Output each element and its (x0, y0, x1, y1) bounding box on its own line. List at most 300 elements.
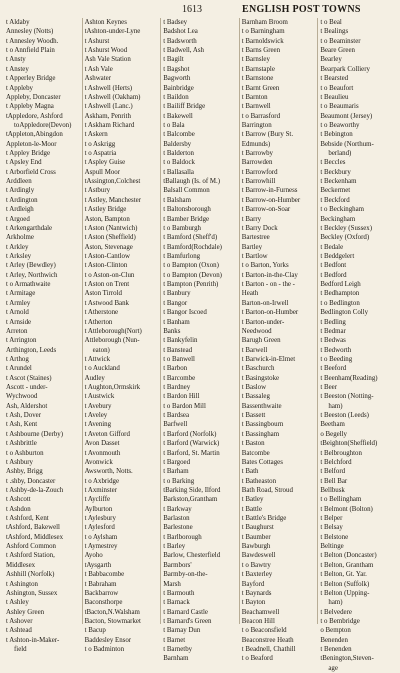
town-entry: t Bath (241, 468, 259, 476)
town-entry: t Barrow (Bury St. (241, 131, 294, 139)
town-entry: Barnham Broom (241, 19, 288, 26)
town-entry: berland) (328, 150, 352, 158)
town-entry: t Astbury (84, 187, 111, 195)
town-entry: t Ardleigh (6, 206, 34, 214)
town-entry: t Ash, Dover (6, 412, 42, 420)
town-entry: Beckley (Oxford) (320, 234, 370, 242)
town-entry: eaton) (92, 346, 110, 354)
town-entry: t Bangor Iscoed (163, 309, 207, 317)
town-entry: Beachamwell (241, 608, 280, 616)
town-entry: t Avebury (84, 402, 112, 410)
town-entry: tAshford, Bakewell (6, 524, 60, 532)
town-entry: Bellbusk (320, 486, 345, 494)
town-entry: tBenington,Steven- (320, 655, 374, 663)
town-entry: t Bardsea (163, 412, 190, 420)
town-entry: t Ashtead (6, 627, 32, 635)
town-entry: Bedlington Colly (320, 309, 369, 317)
town-entry: t Bassingham (241, 430, 280, 438)
town-entry: t o Beal (320, 19, 342, 26)
town-entry: tAshton-under-Lyne (84, 28, 141, 36)
town-entry: t Arthog (6, 355, 29, 363)
town-entry: Beaconstree Heath (241, 636, 294, 644)
town-entry: Backbarrow (84, 589, 119, 597)
town-entry: t Ashbrittle (6, 440, 37, 448)
column-5 (318, 18, 396, 672)
town-entry: t Barford (Norfolk) (163, 430, 217, 438)
town-entry: t Balcombe (163, 131, 195, 139)
town-entry: Avon Dasset (84, 440, 120, 448)
town-entry: t Barford (Warwick) (163, 440, 220, 448)
town-entry: t Bartlow (241, 252, 268, 260)
town-entry: t Appley Bridge (6, 150, 51, 158)
town-entry: t o Baldock (163, 159, 195, 167)
town-entry: t o Beaconsfield (241, 627, 287, 635)
town-entry: t Barton-on-Humber (241, 309, 299, 317)
town-entry: t Aspley Guise (84, 159, 126, 167)
town-entry: t Beenham(Reading) (320, 374, 378, 382)
town-entry: Bartestree (241, 234, 270, 242)
town-entry: t o Beaumaris (320, 103, 359, 111)
town-entry: Beckingham (320, 215, 356, 223)
town-entry: t Argoed (6, 215, 30, 223)
town-entry: t Batheaston (241, 477, 277, 485)
town-entry: t Ashford, Kent (6, 515, 49, 523)
town-entry: t Armitage (6, 290, 36, 298)
town-entry: t o Aston-on-Clun (84, 271, 135, 279)
town-entry: t Baxterley (241, 571, 273, 579)
town-entry: t Battle (241, 505, 262, 513)
town-entry: t o Armathwaite (6, 281, 51, 289)
town-entry: t Bedling (320, 318, 346, 326)
town-entry: t Baltonsborough (163, 206, 211, 214)
town-entry: t Astwood Bank (84, 299, 130, 307)
town-entry: t Beeston (Notting- (320, 393, 374, 401)
town-entry: t Ashby-de-la-Zouch (6, 486, 64, 494)
town-entry: t Belton, Grantham (320, 561, 374, 569)
town-entry: Ashley Green (6, 608, 45, 616)
town-entry: t Barwick-in-Elmet (241, 355, 296, 363)
town-entry: t o Askrigg (84, 140, 116, 148)
town-entry: t Austwick (84, 393, 115, 401)
town-entry: t Barwell (241, 346, 268, 354)
town-entry: t o Bala (163, 121, 185, 129)
town-entry: t Badsey (163, 19, 188, 26)
town-entry: t Beddgelert (320, 252, 355, 260)
town-entry: Bacton, Stowmarket (84, 618, 141, 625)
town-entry: Bawburgh (241, 543, 271, 551)
town-entry: Wychwood (6, 393, 38, 401)
town-entry: t Apsley End (6, 159, 42, 167)
column-2 (83, 18, 162, 654)
town-entry: t Bardney (163, 384, 191, 392)
town-entry: t o Bellingham (320, 496, 362, 504)
town-entry: t o Barton, Yorks (241, 262, 289, 270)
town-entry: t o Bembridge (320, 618, 360, 625)
town-entry: t Bassaleg (241, 393, 270, 401)
post-town-columns (4, 18, 396, 672)
town-entry: t Belton, Gt. Yar. (320, 571, 367, 579)
town-entry: t Askham Richard (84, 121, 135, 129)
town-entry: t Bassingbourn (241, 421, 284, 429)
column-1 (4, 18, 83, 654)
page-header (6, 2, 394, 18)
town-entry: t Askern (84, 131, 108, 139)
town-entry: t Bamford (Sheff'd) (163, 234, 218, 242)
town-entry: t Banham (163, 318, 190, 326)
town-entry: Barmbors' (163, 561, 192, 569)
town-entry: Ash, Aldershot (6, 402, 48, 410)
town-entry: t Badwell, Ash (163, 47, 204, 55)
town-entry: t o Barningham (241, 28, 285, 36)
town-entry: t o Beeding (320, 355, 353, 363)
town-entry: t Ash, Kent (6, 421, 38, 429)
town-entry: t Barry Dock (241, 224, 278, 232)
town-entry: t Arundel (6, 365, 32, 373)
town-entry: t Baynards (241, 589, 272, 597)
town-entry: Ashby, Brigg (6, 468, 43, 476)
town-entry: t Belton (Upping- (320, 589, 370, 597)
town-entry: Bainbridge (163, 84, 194, 92)
town-entry: t Barrowhill (241, 178, 276, 186)
town-entry: t Arrington (6, 337, 37, 345)
town-entry: ham) (328, 402, 343, 410)
town-entry: t Barrow-in-Furness (241, 187, 298, 195)
town-entry: t Barrow-on-Soar (241, 206, 291, 214)
town-entry: Bearpark Colliery (320, 65, 370, 73)
town-entry: t Arley, Northwich (6, 271, 58, 279)
town-entry: Beltinge (320, 543, 344, 551)
town-entry: Barlow, Chesterfield (163, 552, 221, 560)
town-entry: t Badsworth (163, 37, 197, 45)
town-entry: t Ash Vale (84, 65, 113, 73)
town-entry: t Arkley (6, 243, 29, 251)
town-entry: Bath Road, Stroud (241, 486, 293, 494)
town-entry: t Baumber (241, 533, 271, 541)
town-entry: t Belton (Suffolk) (320, 580, 370, 588)
town-entry: t Belbroughton (320, 449, 362, 457)
town-entry: t Aughton,Ormskirk (84, 384, 141, 392)
town-entry: t o Bawtry (241, 561, 271, 569)
town-entry: t Aveley (84, 412, 108, 420)
town-entry: o Bempton (320, 627, 351, 635)
town-entry: Beare Green (320, 47, 355, 55)
town-entry: field (14, 646, 27, 654)
town-entry: t Bedford (320, 271, 347, 279)
town-entry: t Ashton-in-Maker- (6, 636, 60, 644)
town-entry: t o Bedlington (320, 299, 360, 307)
town-entry: t Beadnell, Chathill (241, 646, 296, 654)
town-entry: t Barton - on - the - (241, 281, 295, 289)
town-entry: t Armley (6, 299, 31, 307)
town-entry: age (328, 664, 338, 672)
town-entry: t Bell Bar (320, 477, 348, 485)
town-entry: t Bangor (163, 299, 188, 307)
town-entry: ham) (328, 599, 343, 607)
town-entry: tBacton,N.Walsham (84, 608, 140, 616)
town-entry: t o Barking (163, 477, 195, 485)
town-entry: t Barnet (163, 636, 186, 644)
town-entry: t Annesley Woodh. (6, 37, 59, 45)
town-entry: t o Beaminster (320, 37, 361, 45)
town-entry: t Barham (163, 468, 189, 476)
town-entry: t Atherton (84, 318, 113, 326)
town-entry: tAshford, Middlesex (6, 533, 64, 541)
town-entry: t Barrowford (241, 168, 278, 176)
town-entry: Ashington, Sussex (6, 589, 58, 597)
town-entry: t Aston on Trent (84, 281, 130, 289)
town-entry: t Barnoldswick (241, 37, 284, 45)
town-entry: t Barns Green (241, 47, 281, 55)
town-entry: t Bebington (320, 131, 353, 139)
town-entry: t Aston (Sheffield) (84, 234, 136, 242)
town-entry: Ascott - under- (6, 384, 48, 392)
town-entry: t Beccles (320, 159, 346, 167)
town-entry: t Beckley (Sussex) (320, 224, 373, 232)
town-entry: t Ansty (6, 56, 26, 64)
town-entry: Barlestone (163, 524, 193, 532)
town-entry: t Bankyfelin (163, 337, 198, 345)
town-entry: Bagworth (163, 75, 191, 83)
town-entry: t Ashcott (6, 496, 31, 504)
town-entry: t Avening (84, 421, 112, 429)
town-entry: Benenden (320, 636, 348, 644)
town-entry: Aston, Stevenage (84, 243, 133, 251)
town-entry: t Ashwell (Oakham) (84, 93, 141, 101)
town-entry: t Barnard Castle (163, 608, 208, 616)
town-entry: Barton-on-Irwell (241, 299, 289, 307)
town-entry: t o Aspatria (84, 150, 117, 158)
town-entry: t Barnton (241, 93, 268, 101)
town-entry: t Baughurst (241, 524, 274, 532)
town-entry: Bassenthwaite (241, 402, 282, 410)
town-entry: t o Axbridge (84, 477, 120, 485)
town-entry: t Banstead (163, 346, 193, 354)
town-entry: t Bargoed (163, 458, 191, 466)
town-entry: tBarking Side, Ilford (163, 486, 221, 494)
town-entry: t Arnold (6, 309, 29, 317)
town-entry: t Belper (320, 515, 343, 523)
town-entry: t Barnetby (163, 646, 193, 654)
town-entry: t Barford, St. Martin (163, 449, 220, 457)
town-entry: Bebside (Northum- (320, 140, 374, 148)
town-entry: t Bamber Bridge (163, 215, 210, 223)
town-entry: t Bamford(Rochdale) (163, 243, 222, 251)
town-entry: t Belchford (320, 458, 352, 466)
town-entry: Bates Cottages (241, 458, 283, 466)
town-entry: t Barnstone (241, 75, 274, 83)
town-entry: t Appleby (6, 84, 33, 92)
town-entry: Aston Tirrold (84, 290, 122, 298)
town-entry: Barugh Green (241, 337, 281, 345)
town-entry: t Astley Bridge (84, 206, 127, 214)
town-entry: t o Bardon Mill (163, 402, 206, 410)
town-entry: t Ashwell (Lanc.) (84, 103, 133, 111)
town-entry: Arreton (6, 327, 28, 335)
town-entry: t Bailiff Bridge (163, 103, 206, 111)
town-entry: t Baildon (163, 93, 189, 101)
town-entry: t Aldaby (6, 19, 30, 26)
town-entry: Beetham (320, 421, 345, 429)
town-entry: Bedford Leigh (320, 281, 361, 289)
town-entry: t Arley (Bewdley) (6, 262, 56, 270)
town-entry: t Ballasalla (163, 168, 194, 176)
town-entry: t Ashwell (Herts) (84, 84, 133, 92)
town-entry: t Basingstoke (241, 374, 280, 382)
town-entry: tBeighton(Sheffield) (320, 440, 378, 448)
town-entry: t Belvedere (320, 608, 352, 616)
town-entry: Aston, Bampton (84, 215, 130, 223)
town-entry: t Beckenham (320, 178, 357, 186)
town-entry: Bearley (320, 56, 342, 64)
town-entry: t Bedmar (320, 327, 346, 335)
town-entry: t Barkway (163, 505, 192, 513)
town-entry: t Bakewell (163, 112, 193, 120)
town-entry: t Atherstone (84, 309, 119, 317)
town-entry: t Barnstaple (241, 65, 275, 73)
town-entry: Aspull Moor (84, 168, 121, 176)
town-entry: t Bedworth (320, 346, 352, 354)
town-entry: t Aveton Gifford (84, 430, 130, 438)
town-entry: Attleborough (Nun- (84, 337, 140, 345)
town-entry: Bawdeswell (241, 552, 276, 560)
town-entry: t o Bampton (Oxon) (163, 262, 219, 270)
town-entry: Arthington, Leeds (6, 346, 57, 354)
town-entry: t Beckford (320, 196, 350, 204)
town-entry: t o Beaufort (320, 84, 354, 92)
town-entry: Awsworth, Notts. (84, 468, 133, 476)
town-entry: t Arkengarthdale (6, 224, 53, 232)
town-entry: t o Beaworthy (320, 121, 360, 129)
town-entry: t Bealings (320, 28, 349, 36)
town-entry: t Ardington (6, 196, 38, 204)
column-3 (161, 18, 240, 663)
town-entry: Audley (84, 374, 105, 382)
town-entry: t Barry (241, 215, 262, 223)
town-entry: Beckermet (320, 187, 351, 195)
town-entry: t Ashley (6, 599, 29, 607)
town-entry: t Belmont (Bolton) (320, 505, 373, 513)
town-entry: t Bayton (241, 599, 266, 607)
town-entry: t Ashbourne (Derby) (6, 430, 64, 438)
town-entry: t o Bamburgh (163, 224, 201, 232)
town-entry: Beaumont (Jersey) (320, 112, 373, 120)
town-entry: t Beeford (320, 365, 347, 373)
town-entry: Barkston,Grantham (163, 496, 218, 504)
column-4 (240, 18, 319, 663)
town-entry: t Beaulieu (320, 93, 349, 101)
town-entry: t Babbacombe (84, 571, 125, 579)
town-entry: t Baston (241, 440, 265, 448)
town-entry: t Beer (320, 384, 338, 392)
town-entry: t .shby, Doncaster (6, 477, 56, 485)
town-entry: Avonwick (84, 458, 113, 466)
town-entry: Barrington (241, 121, 272, 129)
town-entry: Barnham (163, 655, 189, 663)
town-entry: t Astley, Manchester (84, 196, 141, 204)
town-entry: t Ashbury (6, 458, 33, 466)
town-entry: Appleby, Doncaster (6, 93, 61, 101)
town-entry: t Aston-Cantlow (84, 252, 130, 260)
town-entry: t o Bampton (Devon) (163, 271, 222, 279)
town-entry: tAysgarth (84, 561, 112, 569)
town-entry: t Bedhampton (320, 290, 360, 298)
town-entry: t Barnwell (241, 103, 271, 111)
town-entry: Needwood (241, 327, 272, 335)
town-entry: t Bampton (Penrith) (163, 281, 219, 289)
town-entry: Ashford Common (6, 543, 56, 551)
town-entry: Bayford (241, 580, 265, 588)
town-entry: t Barbon (163, 365, 188, 373)
town-entry: t Barlborough (163, 533, 202, 541)
town-entry: t Aymestrey (84, 543, 118, 551)
town-entry: Banks (163, 327, 181, 335)
town-entry: t Barrow-on-Humber (241, 196, 301, 204)
town-entry: t Barnsley (241, 56, 270, 64)
town-entry: t Belton (Doncaster) (320, 552, 377, 560)
town-entry: t Barton-in-the-Clay (241, 271, 298, 279)
town-entry: t Ashover (6, 618, 33, 625)
town-entry: t Ascot (Staines) (6, 374, 52, 382)
town-entry: t Benenden (320, 646, 352, 654)
town-entry: t Axminster (84, 486, 117, 494)
town-entry: t o Banwell (163, 355, 195, 363)
town-entry: t o Badminton (84, 646, 125, 654)
town-entry: Ayoho (84, 552, 103, 560)
town-entry: Barmby-on-the- (163, 571, 208, 579)
town-entry: t o Aylsham (84, 533, 118, 541)
town-entry: Baldersby (163, 140, 192, 148)
town-entry: t Bardon Hill (163, 393, 200, 401)
town-entry: t Aylesford (84, 524, 115, 532)
town-entry: t Arksley (6, 252, 32, 260)
town-entry: Bartley (241, 243, 263, 251)
town-entry: Barfwell (163, 421, 188, 429)
town-entry: t Beckbury (320, 168, 351, 176)
town-entry: t Balsham (163, 196, 191, 204)
town-entry: Annesley (Notts) (6, 28, 54, 36)
town-entry: t Bedwas (320, 337, 346, 345)
town-entry: tAppleton,Abingdon (6, 131, 63, 139)
town-entry: t o Barrasford (241, 112, 281, 120)
town-entry: Arkholme (6, 234, 34, 242)
town-entry: t Belford (320, 468, 346, 476)
town-entry: Heath (241, 290, 259, 298)
town-entry: tBallaugh (Is. of M.) (163, 178, 221, 186)
town-entry: toAppledore(Devon) (14, 121, 72, 129)
town-entry: t Attleborough(Nort) (84, 327, 142, 335)
town-entry: t Baschurch (241, 365, 275, 373)
town-entry: t Avonmouth (84, 449, 121, 457)
town-entry: o Begelly (320, 430, 347, 438)
town-entry: t Aston (Nantwich) (84, 224, 138, 232)
town-entry: t Bamfurlong (163, 252, 201, 260)
town-entry: t Aston-Clinton (84, 262, 128, 270)
town-entry: t Aycliffe (84, 496, 111, 504)
town-entry: t o Ashburton (6, 449, 44, 457)
town-entry: t Babraham (84, 580, 117, 588)
town-entry: t Barmouth (163, 589, 195, 597)
town-entry: t Barnt Green (241, 84, 280, 92)
town-entry: tAssington,Colchest (84, 178, 141, 186)
town-entry: t Belsay (320, 524, 343, 532)
town-entry: t Balderton (163, 150, 194, 158)
town-entry: t Apperley Bridge (6, 75, 56, 83)
town-entry: t o Auckland (84, 365, 120, 373)
town-entry: t o Beckingham (320, 206, 365, 214)
town-entry: Middlesex (6, 561, 36, 569)
town-entry: t Barton-under- (241, 318, 285, 326)
town-entry: t Ashurst (84, 37, 110, 45)
